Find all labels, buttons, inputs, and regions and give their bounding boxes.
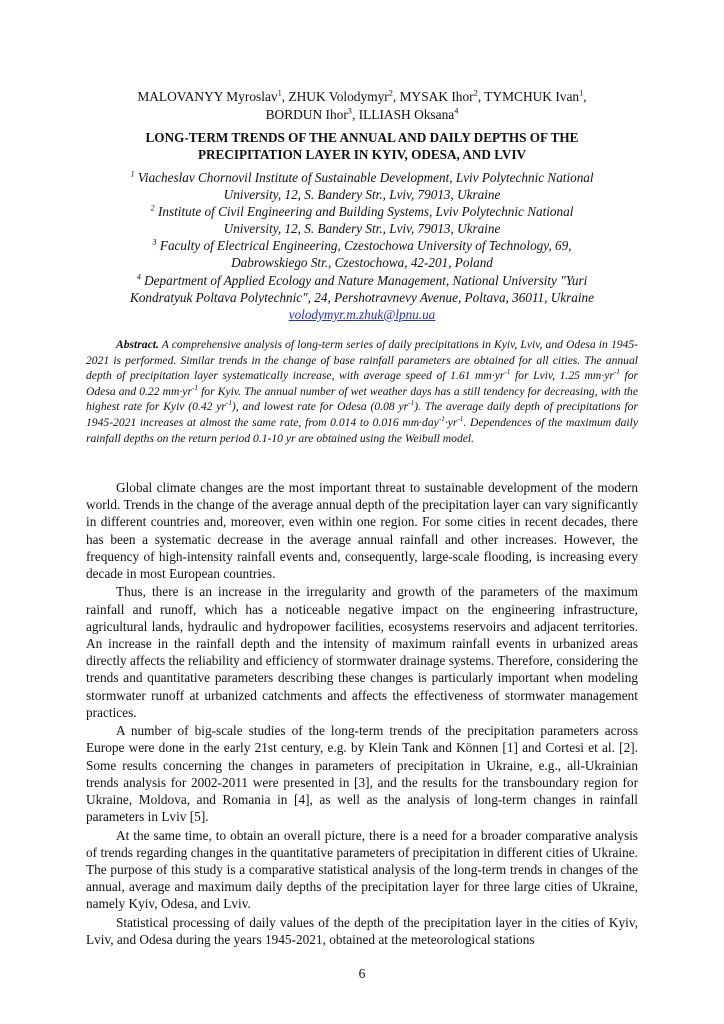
abstract-sup: -1 xyxy=(457,415,464,424)
affiliation-sup: 2 xyxy=(150,203,155,213)
author-name: MALOVANYY Myroslav xyxy=(137,89,278,104)
affiliation-line xyxy=(86,203,638,220)
author-affil-sup: 1 xyxy=(579,88,584,98)
abstract-text: for Odesa and 0.22 mm·yr xyxy=(86,369,639,398)
author-affil-sup: 3 xyxy=(347,106,352,116)
affiliation-line: Kondratyuk Poltava Polytechnic", 24, Pershotravnevy Avenue, Poltava, 36011, Ukraine xyxy=(130,289,594,305)
abstract-sup: -1 xyxy=(225,399,232,408)
affiliation-line xyxy=(86,272,638,289)
abstract-text: ), and lowest rate for Odesa (0.08 yr xyxy=(231,400,409,414)
affiliation-text: Department of Applied Ecology and Nature Management, National University "Yuri xyxy=(144,272,588,288)
author-affil-sup: 4 xyxy=(454,106,459,116)
abstract-text: . Dependences of the maximum daily rainfall depths on the return period 0.1-10 yr are obtained using the Weibull model. xyxy=(86,415,638,445)
affiliation-line xyxy=(86,237,638,254)
abstract-text: A comprehensive analysis of long-term series of daily precipitations in Kyiv, Lviv, and Odesa in 1945-2021 is performed. Similar trends in the change of base rainfall parameters are obtained for all cities. The annual depth of precipitation layer systematically increase, with average speed of 1.61 mm·yr xyxy=(86,338,638,383)
abstract-sup: -1 xyxy=(613,368,620,377)
affiliation-sup: 4 xyxy=(136,272,141,282)
abstract-label: Abstract. xyxy=(116,338,159,351)
affiliation-sup: 3 xyxy=(152,237,157,247)
affiliation-list xyxy=(86,169,638,323)
affiliation-text: Viacheslav Chornovil Institute of Sustainable Development, Lviv Polytechnic National xyxy=(137,170,594,185)
paper-title xyxy=(86,129,638,163)
author-name: BORDUN Ihor xyxy=(265,107,348,122)
affiliation-text: Faculty of Electrical Engineering, Czestochowa University of Technology, 69, xyxy=(159,238,572,254)
affiliation-line xyxy=(86,169,638,186)
body-paragraph: A number of big-scale studies of the long-term trends of the precipitation parameters across Europe were done in the early 21st century, e.g. by Klein Tank and Können [1] and Cortesi et al. [2]. Some results concerning the changes in parameters of precipitation in Ukraine, e.g., all-Ukrainian trends analysis for 2002-2011 were presented in [3], and the results for the transboundary region for Ukraine, Moldova, and Romania in [4], as well as the analysis of long-term changes in rainfall parameters in Lviv [5]. xyxy=(86,723,638,825)
author-affil-sup: 1 xyxy=(277,88,282,98)
abstract-text: for Lviv, 1.25 mm·yr xyxy=(510,369,614,383)
title-line: LONG-TERM TRENDS OF THE ANNUAL AND DAILY DEPTHS OF THE xyxy=(145,130,579,145)
abstract-text: ). The average daily depth of precipitations for 1945-2021 increases at almost the same rate, from 0.014 to 0.016 mm·day xyxy=(86,400,638,429)
author-affil-sup: 2 xyxy=(388,88,393,98)
abstract-sup: -1 xyxy=(191,383,198,392)
title-line: PRECIPITATION LAYER IN KYIV, ODESA, AND LVIV xyxy=(197,147,527,162)
body-paragraph: At the same time, to obtain an overall picture, there is a need for a broader comparative analysis of trends regarding changes in the quantitative parameters of precipitation in different cities of Ukraine. The purpose of this study is a comparative statistical analysis of the long-term trends in changes of the annual, average and maximum daily depths of the precipitation layer for three large cities of Ukraine, namely Kyiv, Odesa, and Lviv. xyxy=(86,827,638,912)
body-paragraph: Global climate changes are the most important threat to sustainable development of the modern world. Trends in the change of the average annual depth of the precipitation layer can vary significantly in different countries and, moreover, even within one region. For some cities in recent decades, there has been a systematic decrease in the average annual rainfall and other increases. However, the frequency of high-intensity rainfall events and, consequently, large-scale flooding, is increasing every decade in most European countries. xyxy=(86,480,638,582)
abstract-sup: -1 xyxy=(438,415,445,424)
affiliation-line: Dabrowskiego Str., Czestochowa, 42-201, Poland xyxy=(231,255,493,271)
abstract-text: for Kyiv. The annual number of wet weather days has a still tendency for decreasing, with the highest rate for Kyiv (0.42 yr xyxy=(86,384,638,414)
abstract xyxy=(86,337,638,446)
affiliation-line: University, 12, S. Bandery Str., Lviv, 79013, Ukraine xyxy=(223,221,501,237)
author-name: ZHUK Volodymyr xyxy=(288,89,389,104)
abstract-sup: -1 xyxy=(504,368,511,377)
affiliation-sup: 1 xyxy=(130,169,135,179)
author-name: ILLIASH Oksana xyxy=(358,107,455,122)
affiliation-line: University, 12, S. Bandery Str., Lviv, 79013, Ukraine xyxy=(223,187,501,203)
body-paragraph: Thus, there is an increase in the irregularity and growth of the parameters of the maximum rainfall and runoff, which has a noticeable negative impact on the engineering infrastructure, agricultural lands, hydraulic and hydropower facilities, ecosystems reservoirs and adjacent territories. An increase in the rainfall depth and the intensity of maximum rainfall events in urbanized areas directly affects the reliability and efficiency of stormwater drainage systems. Therefore, considering the trends and quantitative parameters describing these changes is particularly important when modeling stormwater runoff at urbanized catchments and affects the effectiveness of stormwater management practices. xyxy=(86,584,638,720)
author-name: TYMCHUK Ivan xyxy=(484,89,580,104)
abstract-sup: -1 xyxy=(408,399,415,408)
email-row xyxy=(86,306,638,323)
body-text xyxy=(86,479,638,949)
page-number: 6 xyxy=(358,966,366,981)
author-affil-sup: 2 xyxy=(473,88,478,98)
author-name: MYSAK Ihor xyxy=(399,89,474,104)
email-link[interactable]: volodymyr.m.zhuk@lpnu.ua xyxy=(288,306,436,322)
abstract-text: ·yr xyxy=(444,415,458,429)
body-paragraph: Statistical processing of daily values of the depth of the precipitation layer in the cities of Kyiv, Lviv, and Odesa during the years 1945-2021, obtained at the meteorological stations xyxy=(86,914,638,948)
author-list: MALOVANYY Myroslav$^1$, ZHUK Volodymyr$^2$, MYSAK Ihor$^2$, TYMCHUK Ivan$^1$, BORDUN Ihor$^3$, ILLIASH Oksana$^4$ xyxy=(137,88,587,122)
affiliation-text: Institute of Civil Engineering and Building Systems, Lviv Polytechnic National xyxy=(158,204,574,220)
